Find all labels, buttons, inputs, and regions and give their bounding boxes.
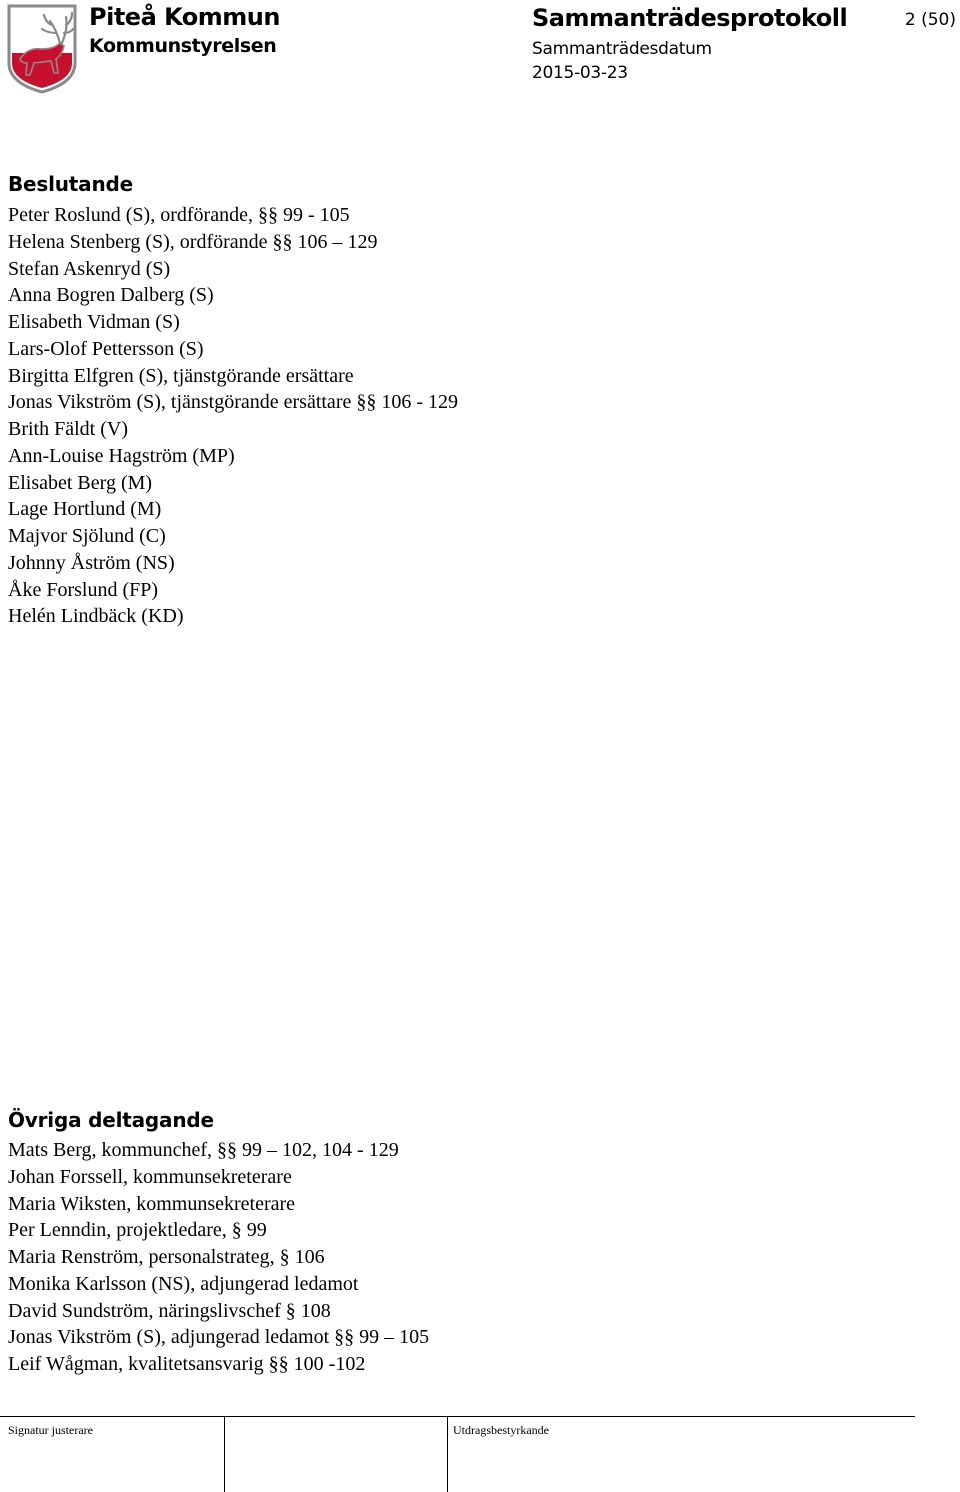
organization-name: Piteå Kommun [89, 3, 280, 31]
list-item: Helén Lindbäck (KD) [8, 605, 184, 628]
list-item: Maria Wiksten, kommunsekreterare [8, 1192, 296, 1215]
decision-makers-heading: Beslutande [8, 172, 133, 196]
list-item: Leif Wågman, kvalitetsansvarig §§ 100 -102 [8, 1353, 366, 1375]
list-item: David Sundström, näringslivschef § 108 [8, 1299, 331, 1322]
list-item: Maria Renström, personalstrateg, § 106 [8, 1246, 325, 1268]
list-item: Birgitta Elfgren (S), tjänstgörande ersättare [8, 364, 354, 387]
list-item: Mats Berg, kommunchef, §§ 99 – 102, 104 - 129 [8, 1139, 399, 1161]
list-item: Åke Forslund (FP) [8, 578, 159, 601]
signature-label: Signatur justerare [8, 1423, 93, 1437]
list-item: Helena Stenberg (S), ordförande §§ 106 – 129 [8, 230, 378, 253]
list-item: Johnny Åström (NS) [8, 551, 175, 574]
page-header [0, 0, 960, 100]
list-item: Elisabet Berg (M) [8, 471, 153, 494]
list-item: Jonas Vikström (S), tjänstgörande ersättare §§ 106 - 129 [8, 391, 459, 414]
list-item: Lars-Olof Pettersson (S) [8, 337, 204, 360]
organization-unit: Kommunstyrelsen [89, 35, 277, 57]
list-item: Per Lenndin, projektledare, § 99 [8, 1219, 267, 1242]
list-item: Brith Fäldt (V) [8, 418, 128, 440]
list-item: Majvor Sjölund (C) [8, 525, 166, 547]
other-participants-heading: Övriga deltagande [8, 1108, 214, 1132]
footer-column-divider [447, 1416, 448, 1492]
list-item: Anna Bogren Dalberg (S) [8, 284, 214, 307]
list-item: Johan Forssell, kommunsekreterare [8, 1165, 292, 1188]
meeting-date: 2015-03-23 [532, 63, 628, 83]
meeting-date-label: Sammanträdesdatum [532, 39, 712, 59]
page-number: 2 (50) [904, 10, 956, 30]
list-item: Monika Karlsson (NS), adjungerad ledamot [8, 1272, 359, 1295]
footer-divider-line [0, 1416, 915, 1417]
extract-certification-label: Utdragsbestyrkande [453, 1423, 549, 1437]
document-title: Sammanträdesprotokoll [532, 4, 848, 32]
list-item: Jonas Vikström (S), adjungerad ledamot §§ 99 – 105 [8, 1326, 430, 1349]
list-item: Elisabeth Vidman (S) [8, 311, 180, 333]
list-item: Peter Roslund (S), ordförande, §§ 99 - 105 [8, 204, 350, 226]
footer-column-divider [224, 1416, 225, 1492]
other-participants-list [8, 1137, 429, 1378]
reindeer-coat-of-arms-icon [6, 3, 78, 95]
list-item: Stefan Askenryd (S) [8, 257, 171, 280]
list-item: Ann-Louise Hagström (MP) [8, 444, 235, 467]
list-item: Lage Hortlund (M) [8, 498, 162, 521]
decision-makers-list [8, 202, 458, 630]
